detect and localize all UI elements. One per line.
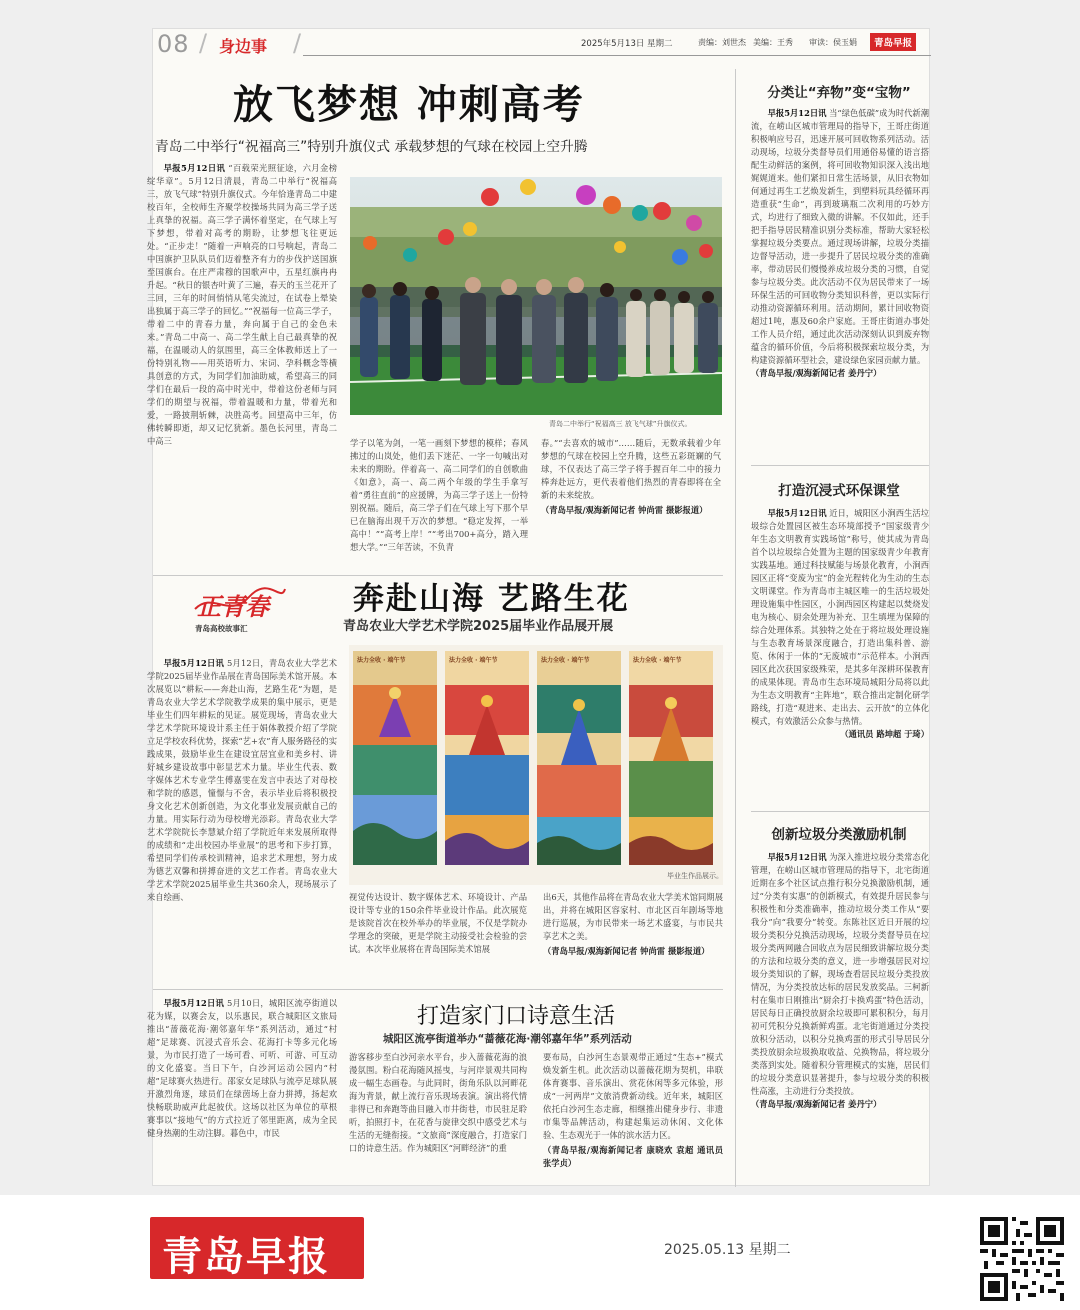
article1-byline: （青岛早报/观海新闻记者 钟尚雷 摄影报道） <box>541 505 708 515</box>
article1-title: 放飞梦想 冲刺高考 <box>233 82 585 128</box>
article1-lead: 早报5月12日讯 <box>163 163 226 173</box>
article2-posters <box>349 645 723 885</box>
sidebar1-byline: （青岛早报/观海新闻记者 姜丹宁） <box>751 368 882 378</box>
poster-4 <box>629 651 713 865</box>
sidebar1-body <box>751 107 929 457</box>
article3-lead: 早报5月12日讯 <box>163 998 225 1008</box>
sidebar1-body-text: 当“绿色低碳”成为时代新潮流，在崂山区城市管理局的指导下，王哥庄街道积极响应号召，迅速开展可回收物系列活动。活动现场，垃圾分类督导员们用通俗易懂的语言搭配生动鲜活的案例，将可回收物知识深入浅出地娓娓道来。他们紧扣日常生活场景，从旧衣物如何通过再生工艺焕发新生，到塑料玩具经循环再造重获“生命”，再到玻璃瓶二次利用的巧妙方式，均进行了细致入微的讲解。不仅如此，还手把手指导居民精准识别分类标准，帮助大家轻松掌握垃圾分类要点。通过现场讲解，垃圾分类描边督导活动，进一步提升了居民垃圾分类的准确率，带动居民们慢慢养成垃圾分类的习惯，自觉参与垃圾分类。此次活动不仅为居民带来了一场环保生活的可回收物分类知识科普，更以实际行动推动资源循环利用。活动期间，累计回收物资超过1吨，惠及60余户家庭。王哥庄街道办事处工作人员介绍，通过此次活动深刻认识到废弃物蕴含的循环价值，今后将积极探索垃圾分类，为构建资源循环型社会，建设绿色家园贡献力量。 <box>751 108 929 365</box>
footer-logo-text: 青岛早报 <box>162 1234 330 1280</box>
article1-col-right <box>541 437 721 571</box>
header-logo: 青岛早报 <box>870 33 916 51</box>
article3-title: 打造家门口诗意生活 <box>417 1004 616 1029</box>
section-slash: / <box>293 29 302 57</box>
article3-col-right <box>543 1051 723 1187</box>
newspaper-page <box>147 28 930 1186</box>
article2-body-left: 5月12日，青岛农业大学艺术学院2025届毕业作品展在青岛国际美术馆开展。本次展览以“耕耘——奔赴山海，艺路生花”为题，是青岛农业大学艺术学院教学成果的集中展示，更是毕业生们四年耕耘的见证。展览现场，青岛农业大学艺术学院环境设计系主任于娟体教授介绍了学院立足学校农科优势，探索“艺+农”育人服务路径的实践成果，鼓励毕业生在建设宜居宜业和美乡村、讲好城乡建设故事中彰显艺术力量。毕业生代表、数字媒体艺术专业学生傅嘉雯在发言中表达了对母校和学院的感恩，憧憬与不舍，表示毕业后将积极投身文化艺术创新创造，为文化事业发展贡献自己的力量。用实际行动为母校增光添彩。青岛农业大学艺术学院院长李慧斌介绍了学院近年来发展所取得的成绩和“走出校园办毕业展”的思考和下步打算，希望同学们传承校训精神，追求艺术理想，努力成为德艺双馨和拼搏奋进的文艺工作者。青岛农业大学艺术学院2025届毕业生共360余人，现场展示了来自绘画、 <box>147 658 337 902</box>
article2-caption: 毕业生作品展示。 <box>667 872 723 880</box>
qr-code-icon <box>980 1217 1064 1301</box>
header-date: 2025年5月13日 星期二 <box>581 39 673 49</box>
article2-body-right: 出6天，其他作品将在青岛农业大学美术馆同期展出，并将在城阳区容家村、市北区百年剧场等地进行巡展，为市民带来一场艺术盛宴，与市民共享艺术之美。 <box>543 892 723 941</box>
article2-lead: 早报5月12日讯 <box>163 658 225 668</box>
page-header <box>153 29 931 59</box>
article3-col-mid <box>349 1051 527 1187</box>
article1-photo <box>350 177 722 415</box>
article3-subtitle: 城阳区流亭街道举办“蔷薇花海·潮邻嘉年华”系列活动 <box>383 1033 632 1045</box>
sidebar2-body <box>751 507 929 807</box>
article3-byline: （青岛早报/观海新闻记者 康晓欢 袁超 通讯员 张学贞） <box>543 1145 723 1168</box>
sidebar2-title: 打造沉浸式环保课堂 <box>778 483 900 499</box>
article1-subtitle: 青岛二中举行“祝福高三”特别升旗仪式 承载梦想的气球在校园上空升腾 <box>155 139 588 155</box>
poster-heading-1: 法力全收 · 端午节 <box>357 657 406 664</box>
sidebar3-body-text: 为深入推进垃圾分类常态化管理，在崂山区城市管理局的指导下，北宅街道近期在多个社区试点推行积分兑换激励机制，通过“分类有实惠”的创新模式，有效提升居民参与积极性和分类准确率，推动垃圾分类工作从“要我分”向“我要分”转变。东陈社区近日开展的垃圾分类积分兑换活动现场，垃圾分类督导员在垃圾分类两网融合回收点为居民细致讲解垃圾分类的方法和垃圾分类的意义，进一步增强居民对垃圾分类知识的了解，现场查看居民垃圾分类投放情况，为分类投放达标的居民发放奖品。三柯新村在集市日刚推出“厨余打卡换鸡蛋”特色活动，居民每日正确投放厨余垃圾即可累积积分，每月初可凭积分兑换新鲜鸡蛋。北宅街道通过分类投放积分活动，以积分兑换鸡蛋的形式引导居民分类投放厨余垃圾换取收益、兑换物品，将垃圾分类落到实处。随着积分管理模式的实施，居民们的垃圾分类意识显著提升，参与垃圾分类的积极性高涨，主动进行分类投放。 <box>751 852 929 1096</box>
graduation-posters-illustration <box>349 645 723 885</box>
article1-col-left <box>147 162 337 570</box>
article3-col-left <box>147 997 337 1187</box>
article1-col-mid <box>350 437 528 571</box>
divider-2 <box>153 989 723 990</box>
poster-heading-2: 法力全收 · 端午节 <box>449 657 498 664</box>
header-editor: 责编：刘世杰 <box>698 38 746 47</box>
article3-body-mid: 游客移步至白沙河亲水平台，步入蔷薇花海的浪漫氛围。粉白花海随风摇曳，与河岸景观共同构成一幅生态画卷。与此同时，街角乐队以河畔花海为背景，献上流行音乐现场表演。演出将代情非得已和奔跑等曲目融入市井街巷，市民驻足聆听，拍照打卡，在花香与旋律交织中感受艺术与生活的无缝衔接。“文旅商”深度融合，打造家门口的诗意生活。作为城阳区“河畔经济”的重 <box>349 1052 527 1153</box>
column-logo <box>189 579 289 639</box>
article1-body-right: 春。”“去喜欢的城市”……随后，无数承载着少年梦想的气球在校园上空升腾，这些五彩斑斓的气球，不仅表达了高三学子将手握百年二中的接力棒奔赴远方，更代表着他们热烈的青春即将在全新的未来绽放。 <box>541 438 721 500</box>
sidebar3-lead: 早报5月12日讯 <box>767 852 827 862</box>
header-designer: 美编：王秀 <box>753 38 793 47</box>
sidebar1-lead: 早报5月12日讯 <box>767 108 827 118</box>
sidebar1-title: 分类让“弃物”变“宝物” <box>767 85 911 101</box>
sidebar2-lead: 早报5月12日讯 <box>767 508 827 518</box>
sidebar3-body <box>751 851 929 1185</box>
qr-code[interactable] <box>980 1217 1064 1301</box>
header-proof: 审读：侯玉娟 <box>809 38 857 47</box>
sidebar3-title: 创新垃圾分类激励机制 <box>771 827 907 843</box>
article1-body-left: “百载荣光照征途，六月金榜绽华章”。5月12日清晨，青岛二中举行“祝福高三，放飞气球”特别升旗仪式。今年恰逢青岛二中建校百年，全校师生齐聚学校操场共同为高三学子送上真挚的祝福。高三学子满怀着坚定，在气球上写下梦想，带着对高考的期盼，让梦想飞往更远处。“正步走！”随着一声响亮的口号响起，青岛二中国旗护卫队队员们迈着整齐有力的步伐护送国旗至国旗台。在庄严肃穆的国歌声中，五星红旗冉冉升起。“秋日的银杏叶黄了三遍，春天的玉兰花开了三回，三年的时间悄悄从笔尖流过，在试卷上晕染出独属于高三学子的回忆。”“祝福每一位高三学子，带着二中的青春力量，奔向属于自己的金色未来。”青岛二中高一、高二学生献上自己最真挚的祝福，在温暖动人的氛围里，高三全体教师送上了一份特别礼物——用英语听力、宋词、孕科概念等横具创意的方式，为同学们加油助威，希望高三的同学们在最后一段的高中时光中，带着这份老师与同学们的期望与祝福，带着温暖和力量，带着光和爱，一路披荆斩棘，决胜高考。回望高中三年，仿佛转瞬即逝，却又记忆犹新。墨色长河里，青岛二中高三 <box>147 163 337 446</box>
article3-body-right: 要布局，白沙河生态景观带正通过“生态+”模式焕发新生机。此次活动以蔷薇花期为契机，串联体育赛事、音乐演出、赏花休闲等多元体验，形成“一河两岸”文旅消费新动线。近年来，城阳区依托白沙河生态走廊，相继推出健身步行、非遗市集等品牌活动，构建起集运动休闲、文化体验、生态观光于一体的滨水活力区。 <box>543 1052 723 1140</box>
poster-heading-4: 法力全收 · 端午节 <box>633 657 682 664</box>
poster-heading-3: 法力全收 · 端午节 <box>541 657 590 664</box>
sidebar-divider <box>735 69 736 1187</box>
page-number: 08 <box>157 30 190 58</box>
footer-date: 2025.05.13 星期二 <box>664 1242 791 1258</box>
article3-body-left: 5月10日，城阳区流亭街道以花为媒，以赛会友，以乐惠民，联合城阳区文旅局推出“蔷薇花海·潮邻嘉年华”系列活动，通过“村超”足球赛、沉浸式音乐会、花海打卡等多元化场景，为市民打造了一场可看、可听、可游、可互动的文化盛宴。当日下午，白沙河运动公园内“村超”足球赛火热进行。邵家女足球队与流亭足球队展开激烈角逐，球员们在绿茵场上奋力拼搏，扬起欢快畅联助威声此起彼伏。这场以社区为单位的草根赛事以“接地气”的方式拉近了邻里距离，成为全民健身热潮的生动注脚。暮色中，市民 <box>147 998 337 1138</box>
article2-col-left <box>147 657 337 987</box>
poster-2 <box>445 651 529 865</box>
header-rule <box>303 55 931 56</box>
article1-caption: 青岛二中举行“祝福高三 放飞气球”升旗仪式。 <box>549 420 692 428</box>
column-logo-title: 正青春 <box>197 592 269 621</box>
article1-body-mid: 学子以笔为剑，一笔一画刻下梦想的模样；春风拂过的山岚处，他们丢下迷茫、一字一句喊出对未来的期盼。伴着高一、高二同学们的自创歌曲《如意》，高一、高二两个年级的学生手拿写着“勇往直前”的应援牌，为高三学子送上一份特别祝福。随后，高三学子们在气球上写下那个早已在脑海出现千万次的梦想。“稳定发挥，一举高中！”“高考上岸！”“考出700+高分，踏入理想大学。”“三年苦读，不负青 <box>350 438 528 552</box>
sidebar2-body-text: 近日，城阳区小涧西生活垃圾综合处置园区被生态环境部授予“国家级青少年生态文明教育实践场馆”称号，使其成为青岛首个以垃圾综合处置为主题的国家级青少年教育实践基地。通过科技赋能与场景化教育，小涧西园区正将“变废为宝”的金光程转化为生动的生态文明课堂。作为青岛市主城区唯一的生活垃圾处理设施集中性园区，小涧西园区构建起以焚烧发电为核心、厨余处理为补充、卫生填埋为保障的综合处理体系。其独特之处在于将垃圾处理设施与生态教育场景深度融合，打造出集科普、游览、休闲于一体的“无废城市”示范样本。小涧西园区此次获国家级殊荣，是其多年深耕环保教育的成果体现。青岛市生态环境局城阳分局将以此为生态文明教育“主阵地”，联合推出定制化研学路线，打造“观进来、走出去、云开放”的立体化模式，有效激活公众参与热情。 <box>751 508 929 726</box>
article2-body-mid: 视觉传达设计、数字媒体艺术、环境设计、产品设计等专业的150余件毕业设计作品。此次展览是该院首次在校外举办的毕业展，不仅是学院办学理念的突破，更是学院主动接受社会检验的尝试。本次毕业展将在青岛国际美术馆展 <box>349 892 527 954</box>
article2-col-mid <box>349 891 527 983</box>
poster-3 <box>537 651 621 865</box>
article2-title: 奔赴山海 艺路生花 <box>353 581 630 617</box>
article2-byline: （青岛早报/观海新闻记者 钟尚雷 摄影报道） <box>543 946 710 956</box>
sidebar2-byline: （通讯员 路坤超 于琦） <box>840 729 929 739</box>
sidebar-rule-2 <box>751 811 929 812</box>
article2-col-right <box>543 891 723 983</box>
column-logo-subtitle: 青岛高校故事汇 <box>195 624 248 633</box>
ceremony-photo-illustration <box>350 177 722 415</box>
page-number-slash: / <box>199 29 208 57</box>
section-name: 身边事 <box>219 37 268 56</box>
sidebar3-byline: （青岛早报/观海新闻记者 姜丹宁） <box>751 1099 882 1109</box>
footer-bar <box>0 1195 1080 1310</box>
poster-1 <box>353 651 437 865</box>
sidebar-rule-1 <box>751 465 929 466</box>
footer-logo <box>150 1217 364 1279</box>
crowd <box>350 277 722 385</box>
article2-subtitle: 青岛农业大学艺术学院2025届毕业作品展开展 <box>343 619 614 634</box>
